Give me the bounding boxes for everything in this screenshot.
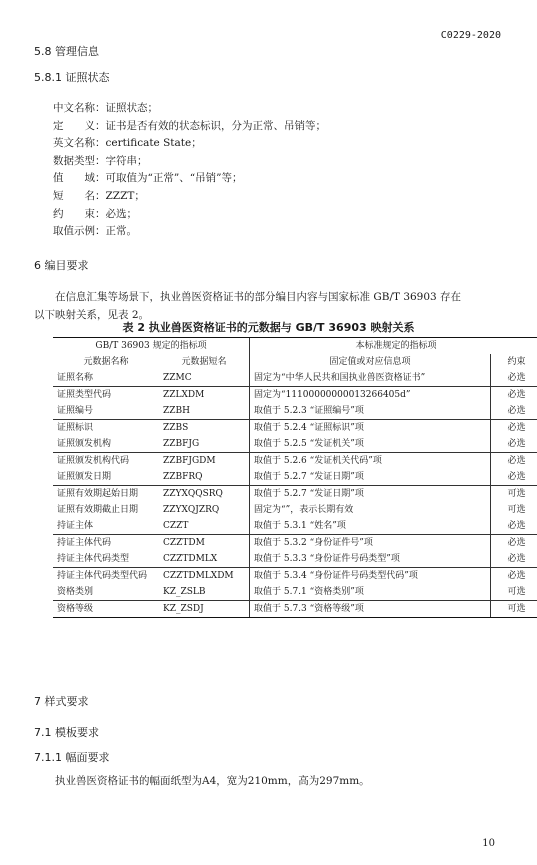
table-caption: 表 2 执业兽医资格证书的元数据与 GB/T 36903 映射关系 (122, 321, 415, 334)
table-row (53, 420, 537, 437)
heading-5-8-1: 5.8.1 证照状态 (34, 71, 110, 84)
table-row (53, 601, 537, 618)
field-row (53, 153, 326, 171)
cell-short-name: ZZLXDM (159, 387, 250, 404)
cell-short-name: KZ_ZSLB (163, 587, 206, 597)
table-row (53, 387, 537, 404)
cell-mapping: 取值于 5.3.3 “身份证件号码类型”项 (250, 551, 491, 568)
field-label: 英文名称： (53, 137, 106, 150)
cell-constraint: 必选 (491, 403, 537, 420)
cell-mapping: 取值于 5.2.6 “发证机关代码”项 (250, 453, 491, 470)
field-label: 中文名称： (53, 102, 106, 114)
cell-mapping: 取值于 5.2.3 “证照编号”项 (250, 403, 491, 420)
cell-constraint: 必选 (491, 535, 537, 552)
cell-mapping: 固定为“中华人民共和国执业兽医资格证书” (250, 370, 491, 387)
paragraph-line: 在信息汇集等场景下，执业兽医资格证书的部分编目内容与国家标准 GB/T 36903 存在 (55, 291, 462, 303)
cell-short-name: ZZBS (159, 420, 250, 437)
cell-mapping: 取值于 5.3.2 “身份证件号”项 (250, 535, 491, 552)
cell-short-name: ZZMC (163, 373, 192, 383)
cell-constraint: 可选 (491, 584, 537, 601)
table-row (53, 469, 537, 486)
group-right-header: 本标准规定的指标项 (250, 338, 537, 355)
table-row (53, 453, 537, 470)
cell-mapping: 固定为“”，表示长期有效 (250, 502, 491, 518)
column-header: 固定值或对应信息项 (250, 354, 491, 370)
field-value: 证照状态； (105, 102, 158, 114)
table-row (53, 502, 537, 518)
field-label: 短 名： (53, 189, 106, 202)
cell-short-name: ZZBFJGDM (159, 453, 250, 470)
table-row (53, 486, 537, 503)
paragraph-line: 以下映射关系，见表 2。 (34, 309, 150, 321)
cell-name: 证照名称 (57, 373, 94, 383)
table-row (53, 568, 537, 585)
field-row (53, 118, 326, 136)
cell-short-name: ZZBFJG (163, 439, 200, 449)
cell-mapping: 取值于 5.7.3 “资格等级”项 (250, 601, 491, 618)
field-row (53, 170, 326, 188)
cell-name: 持证主体 (57, 521, 94, 531)
table-row (53, 436, 537, 453)
table-header-row (53, 354, 537, 370)
cell-name: 持证主体代码类型代码 (53, 568, 159, 585)
cell-name: 持证主体代码类型 (57, 554, 130, 564)
cell-short-name: CZZTDM (159, 535, 250, 552)
cell-short-name: ZZYXQJZRQ (163, 505, 220, 515)
cell-short-name: CZZTDMLXDM (159, 568, 250, 585)
cell-constraint: 必选 (491, 370, 537, 387)
field-row (53, 188, 326, 206)
cell-mapping: 取值于 5.2.5 “发证机关”项 (250, 436, 491, 453)
cell-name: 证照颁发日期 (57, 472, 112, 482)
cell-mapping: 取值于 5.3.4 “身份证件号码类型代码”项 (250, 568, 491, 585)
cell-name: 持证主体代码 (53, 535, 159, 552)
cell-mapping: 取值于 5.2.4 “证照标识”项 (250, 420, 491, 437)
cell-constraint: 必选 (491, 420, 537, 437)
cell-short-name: CZZTDMLX (163, 554, 218, 564)
cell-constraint: 必选 (491, 387, 537, 404)
table-group-header (53, 338, 537, 355)
cell-constraint: 必选 (491, 453, 537, 470)
cell-name: 证照标识 (53, 420, 159, 437)
cell-constraint: 必选 (491, 436, 537, 453)
table-row (53, 518, 537, 535)
cell-short-name: ZZYXQQSRQ (159, 486, 250, 503)
field-value: 字符串； (105, 154, 148, 167)
field-value: 可取值为“正常”、“吊销”等； (105, 172, 243, 185)
page-number: 10 (482, 838, 495, 849)
column-header: 元数据短名 (181, 357, 227, 367)
document-id: C0229-2020 (440, 30, 501, 41)
cell-mapping: 取值于 5.2.7 “发证日期”项 (250, 469, 491, 486)
cell-name: 资格等级 (53, 601, 159, 618)
heading-7: 7 样式要求 (34, 695, 89, 708)
paragraph-7-1-1: 执业兽医资格证书的幅面纸型为A4，宽为210mm，高为297mm。 (55, 775, 370, 787)
cell-name: 证照编号 (57, 406, 94, 416)
field-value: certificate State； (105, 137, 202, 150)
heading-5-8: 5.8 管理信息 (34, 45, 99, 58)
cell-constraint: 可选 (491, 601, 537, 618)
field-label: 数据类型： (53, 154, 106, 167)
table-row (53, 370, 537, 387)
field-row (53, 223, 326, 241)
cell-mapping: 取值于 5.2.7 “发证日期”项 (250, 486, 491, 503)
cell-short-name: KZ_ZSDJ (159, 601, 250, 618)
field-row (53, 135, 326, 153)
mapping-table (53, 337, 537, 618)
field-list (53, 100, 326, 241)
cell-mapping: 取值于 5.7.1 “资格类别”项 (250, 584, 491, 601)
field-value: 证书是否有效的状态标识，分为正常、吊销等； (105, 119, 326, 132)
table-row (53, 535, 537, 552)
field-label: 值 域： (53, 172, 106, 185)
cell-constraint: 可选 (491, 502, 537, 518)
heading-7-1-1: 7.1.1 幅面要求 (34, 751, 110, 764)
heading-7-1: 7.1 模板要求 (34, 726, 99, 739)
field-value: ZZZT； (105, 189, 145, 202)
field-value: 必选； (105, 207, 137, 220)
table-row (53, 551, 537, 568)
cell-constraint: 必选 (491, 518, 537, 535)
field-row (53, 100, 326, 118)
table-row (53, 584, 537, 601)
cell-name: 证照类型代码 (53, 387, 159, 404)
cell-constraint: 必选 (491, 469, 537, 486)
cell-name: 证照有效期起始日期 (53, 486, 159, 503)
cell-name: 证照有效期截止日期 (57, 505, 139, 515)
cell-constraint: 必选 (491, 551, 537, 568)
cell-short-name: ZZBFRQ (163, 472, 203, 482)
field-row (53, 206, 326, 224)
table-row (53, 403, 537, 420)
cell-constraint: 必选 (491, 568, 537, 585)
field-label: 取值示例： (53, 225, 106, 238)
cell-name: 证照颁发机构代码 (53, 453, 159, 470)
field-label: 定 义： (53, 119, 106, 132)
cell-mapping: 固定为“11100000000013266405d” (250, 387, 491, 404)
cell-short-name: ZZBH (163, 406, 190, 416)
column-header: 约束 (491, 354, 537, 370)
cell-name: 资格类别 (57, 587, 94, 597)
column-header: 元数据名称 (83, 357, 129, 367)
field-label: 约 束： (53, 207, 106, 220)
cell-mapping: 取值于 5.3.1 “姓名”项 (250, 518, 491, 535)
field-value: 正常。 (105, 225, 137, 238)
heading-6: 6 编目要求 (34, 259, 89, 272)
group-left-header: GB/T 36903 规定的指标项 (53, 338, 250, 355)
cell-name: 证照颁发机构 (57, 439, 112, 449)
cell-constraint: 可选 (491, 486, 537, 503)
cell-short-name: CZZT (163, 521, 189, 531)
